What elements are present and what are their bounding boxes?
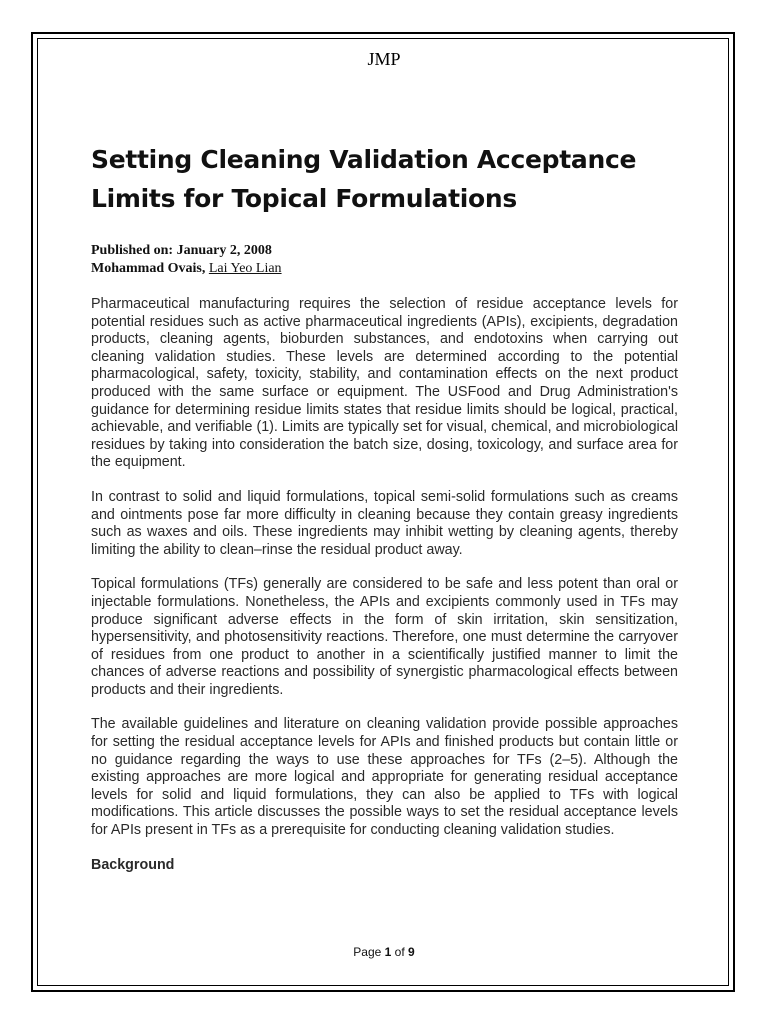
author-primary: Mohammad Ovais, [91,261,206,276]
article-title [91,140,691,218]
body-paragraph: Pharmaceutical manufacturing requires the selection of residue acceptance levels for potential residues such as active pharmaceutical ingredients (APIs), excipients, degradation products, cleaning agents, bioburden substances, and endotoxins when carrying out cleaning validation studies. These levels are determined according to the potential pharmacological, safety, toxicity, stability, and contamination effects on the next product produced with the same surface or equipment. The USFood and Drug Administration's guidance for determining residue limits states that residue limits should be logical, practical, achievable, and verifiable (1). Limits are typically set for visual, chemical, and microbiological residues by taking into consideration the batch size, dosing, toxicology, and surface area for the equipment. [91,296,678,471]
article-body [91,296,678,874]
article-title-line-2: Limits for Topical Formulations [91,184,518,213]
published-date: Published on: January 2, 2008 [91,243,272,258]
author-line [91,260,282,278]
of-label: of [394,945,405,959]
page-header: JMP [367,49,401,69]
total-pages: 9 [408,945,415,959]
page-footer [0,945,768,959]
article-title-line-1: Setting Cleaning Validation Acceptance [91,145,637,174]
section-heading: Background [91,856,175,873]
body-paragraph: The available guidelines and literature on cleaning validation provide possible approaches for setting the residual acceptance levels for APIs and finished products but contain little or no guidance regarding the ways to use these approaches for TFs (2–5). Although the existing approaches are more logical and appropriate for generating residual acceptance levels for solid and liquid formulations, they can also be applied to TFs with logical modifications. This article discusses the possible ways to set the residual acceptance levels for APIs present in TFs as a prerequisite for conducting cleaning validation studies. [91,716,678,839]
article-meta [91,242,282,278]
body-paragraph: In contrast to solid and liquid formulations, topical semi-solid formulations such as creams and ointments pose far more difficulty in cleaning because they contain greasy ingredients such as waxes and oils. These ingredients may inhibit wetting by cleaning agents, thereby limiting the ability to clean–rinse the residual product away. [91,488,678,558]
page-label: Page [353,945,382,959]
author-link[interactable]: Lai Yeo Lian [208,261,282,276]
body-paragraph: Topical formulations (TFs) generally are considered to be safe and less potent than oral or injectable formulations. Nonetheless, the APIs and excipients commonly used in TFs may produce significant adverse effects in the form of skin irritation, skin sensitization, hypersensitivity, and photosensitivity reactions. Therefore, one must determine the carryover of residues from one product to another in a scientifically justified manner to limit the chances of adverse reactions and possibility of synergistic pharmacological effects between products and their ingredients. [91,576,678,698]
current-page: 1 [384,945,392,959]
